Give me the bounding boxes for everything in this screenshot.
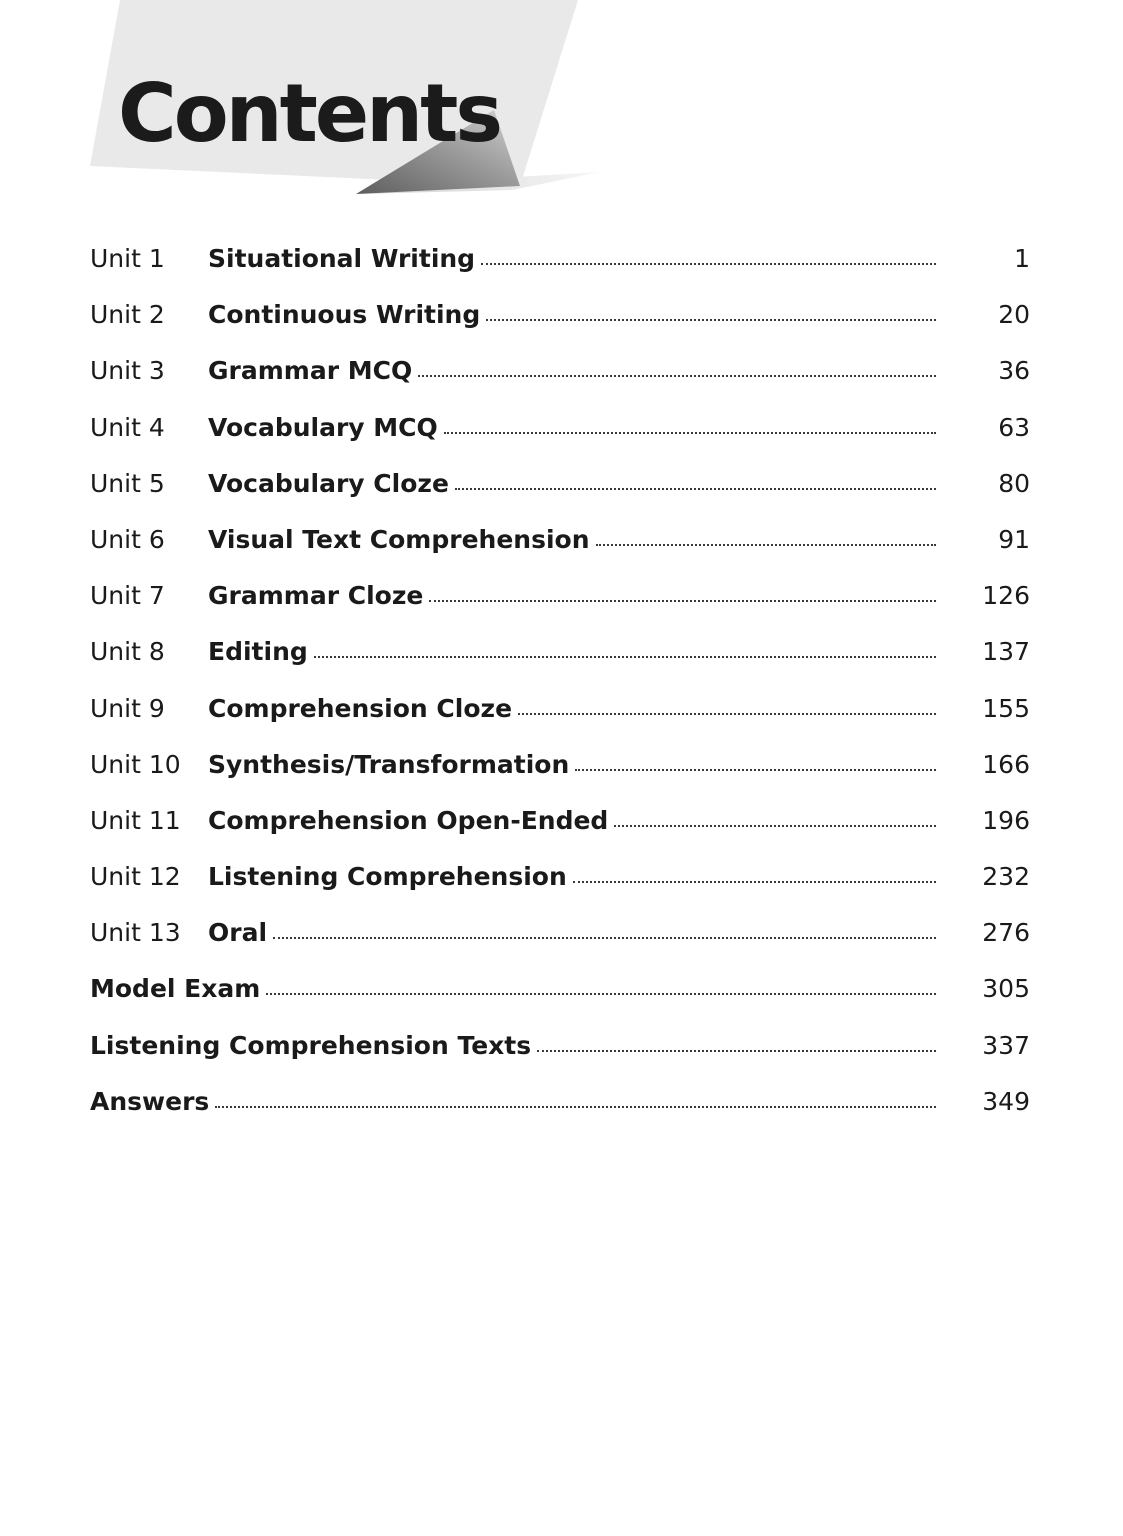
- toc-dot-leader: [455, 484, 936, 490]
- toc-unit-label: Unit 1: [90, 244, 165, 273]
- toc-dot-leader: [314, 652, 936, 658]
- toc-dot-leader: [215, 1102, 936, 1108]
- title-banner: [0, 0, 1123, 220]
- toc-page-number: 20: [998, 300, 1030, 330]
- toc-page-number: 91: [998, 524, 1030, 554]
- toc-entry-title: Grammar Cloze: [208, 581, 424, 611]
- toc-unit-label: Unit 8: [90, 637, 165, 667]
- toc-dot-leader: [273, 933, 936, 939]
- toc-unit-label: Unit 2: [90, 300, 165, 330]
- toc-dot-leader: [614, 821, 936, 827]
- toc-page-number: 349: [982, 1086, 1030, 1116]
- toc-entry: [90, 1018, 1030, 1074]
- page-title: Contents: [118, 67, 500, 160]
- toc-page-number: 137: [982, 637, 1030, 667]
- toc-entry: [90, 512, 1030, 568]
- toc-entry-title: Visual Text Comprehension: [208, 524, 590, 554]
- toc-entry-title: Vocabulary Cloze: [208, 468, 449, 498]
- toc-entry: [90, 456, 1030, 512]
- toc-entry: [90, 287, 1030, 343]
- toc-dot-leader: [418, 371, 936, 377]
- toc-page-number: 232: [982, 862, 1030, 892]
- toc-entry-title: Model Exam: [90, 974, 261, 1004]
- toc-entry: [90, 961, 1030, 1017]
- toc-entry: [90, 905, 1030, 961]
- toc-entry-title: Listening Comprehension: [208, 862, 567, 892]
- toc-entry-title: Editing: [208, 637, 308, 667]
- toc-page-number: 80: [998, 468, 1030, 498]
- toc-entry-title: Situational Writing: [208, 244, 476, 273]
- toc-entry: [90, 231, 1030, 287]
- toc-unit-label: Unit 7: [90, 581, 165, 611]
- toc-entry-title: Vocabulary MCQ: [208, 412, 438, 442]
- toc-unit-label: Unit 3: [90, 356, 165, 386]
- toc-dot-leader: [486, 315, 936, 321]
- toc-entry-title: Comprehension Cloze: [208, 693, 513, 723]
- toc-entry: [90, 400, 1030, 456]
- toc-entry: [90, 737, 1030, 793]
- toc-page-number: 126: [982, 581, 1030, 611]
- toc-entry-title: Listening Comprehension Texts: [90, 1030, 532, 1060]
- toc-page-number: 305: [982, 974, 1030, 1004]
- toc-entry: [90, 793, 1030, 849]
- toc-unit-label: Unit 11: [90, 805, 181, 835]
- toc-page-number: 36: [998, 356, 1030, 386]
- toc-dot-leader: [266, 989, 936, 995]
- toc-entry-title: Answers: [90, 1086, 210, 1116]
- toc-dot-leader: [575, 765, 936, 771]
- toc-dot-leader: [518, 709, 936, 715]
- toc-page-number: 63: [998, 412, 1030, 442]
- toc-entry-title: Synthesis/Transformation: [208, 749, 570, 779]
- toc-entry: [90, 568, 1030, 624]
- toc-dot-leader: [537, 1046, 936, 1052]
- toc-entry: [90, 849, 1030, 905]
- toc-unit-label: Unit 9: [90, 693, 165, 723]
- toc-entry-title: Comprehension Open-Ended: [208, 805, 609, 835]
- toc-page-number: 155: [982, 693, 1030, 723]
- toc-page-number: 166: [982, 749, 1030, 779]
- toc-entry: [90, 624, 1030, 680]
- toc-dot-leader: [573, 877, 936, 883]
- toc-dot-leader: [429, 596, 936, 602]
- table-of-contents: [90, 231, 1030, 1130]
- toc-entry: [90, 1074, 1030, 1130]
- toc-entry-title: Grammar MCQ: [208, 356, 413, 386]
- toc-page-number: 337: [982, 1030, 1030, 1060]
- toc-unit-label: Unit 13: [90, 918, 181, 948]
- toc-page-number: 276: [982, 918, 1030, 948]
- toc-unit-label: Unit 4: [90, 412, 165, 442]
- toc-unit-label: Unit 6: [90, 524, 165, 554]
- toc-dot-leader: [444, 428, 936, 434]
- toc-page-number: 1: [1014, 244, 1030, 273]
- toc-unit-label: Unit 5: [90, 468, 165, 498]
- toc-dot-leader: [596, 540, 937, 546]
- toc-unit-label: Unit 12: [90, 862, 181, 892]
- toc-page-number: 196: [982, 805, 1030, 835]
- toc-entry: [90, 681, 1030, 737]
- toc-unit-label: Unit 10: [90, 749, 181, 779]
- toc-entry-title: Continuous Writing: [208, 300, 481, 330]
- toc-entry: [90, 343, 1030, 399]
- toc-dot-leader: [481, 259, 936, 265]
- toc-entry-title: Oral: [208, 918, 268, 948]
